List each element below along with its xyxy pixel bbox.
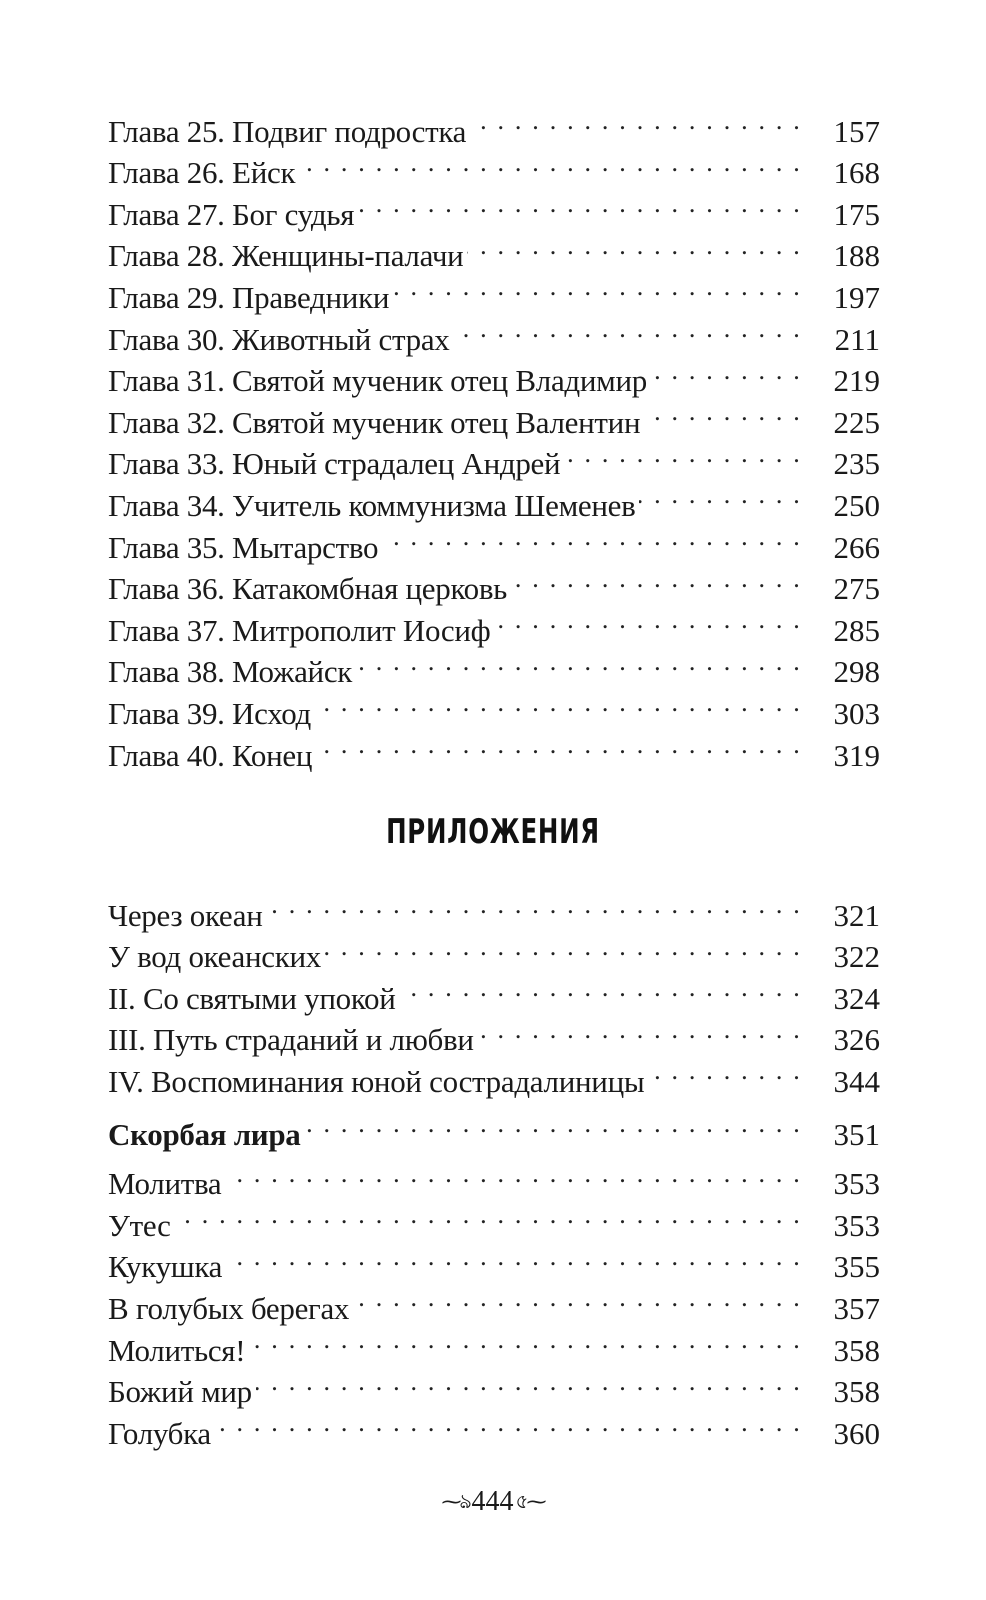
toc-entry-page: 250	[833, 487, 880, 523]
dot-leader	[393, 266, 802, 308]
toc-entry-title: Глава 28. Женщины-палачи	[108, 238, 464, 274]
dot-leader	[400, 967, 802, 1009]
toc-entry-page: 358	[833, 1374, 880, 1410]
page-footer	[0, 1486, 986, 1520]
toc-entry-page: 322	[833, 939, 880, 975]
dot-leader	[478, 1009, 802, 1051]
toc-entry-title: Глава 29. Праведники	[108, 279, 390, 315]
toc-entry-page: 357	[833, 1290, 880, 1326]
toc-entry-section[interactable]	[108, 1103, 884, 1152]
dot-leader	[494, 599, 802, 641]
toc-entry-title: Голубка	[108, 1415, 211, 1451]
dot-leader	[226, 1236, 802, 1278]
toc-entry-page: 275	[833, 571, 880, 607]
toc-entry-title: У вод океанских	[108, 939, 321, 975]
dot-leader	[564, 433, 802, 475]
dot-leader	[358, 183, 802, 225]
dot-leader	[639, 474, 802, 516]
dot-leader	[353, 1277, 802, 1319]
toc-entry-page: 298	[833, 654, 880, 690]
toc-entry-page: 225	[833, 404, 880, 440]
dot-leader	[470, 100, 802, 142]
toc-entry-page: 319	[833, 737, 880, 773]
ornament-right-icon: ৫⁓	[515, 1491, 545, 1514]
dot-leader	[315, 682, 802, 724]
dot-leader	[454, 308, 803, 350]
toc-entry-title: Глава 32. Святой мученик отец Валентин	[108, 404, 641, 440]
toc-entry-page: 168	[833, 155, 880, 191]
toc-entry-page: 235	[833, 446, 880, 482]
toc-entry-title: Утес	[108, 1207, 171, 1243]
toc-entry[interactable]	[108, 1277, 884, 1326]
toc-entry-page: 324	[833, 980, 880, 1016]
dot-leader	[651, 350, 802, 392]
toc-entry-title: Глава 30. Животный страх	[108, 321, 450, 357]
toc-entry-title: Глава 37. Митрополит Иосиф	[108, 612, 491, 648]
dot-leader	[356, 641, 802, 683]
dot-leader	[382, 516, 802, 558]
toc-entry-page: 285	[833, 612, 880, 648]
dot-leader	[175, 1194, 802, 1236]
toc-entry-page: 353	[833, 1207, 880, 1243]
toc-entry-title: Божий мир	[108, 1374, 252, 1410]
toc-entry-title: Глава 35. Мытарство	[108, 529, 379, 565]
dot-leader	[256, 1361, 802, 1403]
ornament-left-icon: ⁓ঌ	[441, 1491, 470, 1514]
toc-entry[interactable]	[108, 1236, 884, 1285]
toc-appendix	[108, 884, 884, 1099]
toc-lyre	[108, 1103, 884, 1451]
toc-entry-title: Глава 34. Учитель коммунизма Шеменев	[108, 487, 636, 523]
toc-entry-title: Глава 27. Бог судья	[108, 196, 355, 232]
toc-entry-title: Глава 33. Юный страдалец Андрей	[108, 446, 561, 482]
toc-entry-page: 303	[833, 695, 880, 731]
toc-section-title: Скорбая лира	[108, 1116, 301, 1152]
toc-entry-page: 175	[833, 196, 880, 232]
toc-entry[interactable]	[108, 1153, 884, 1202]
section-heading-appendix: ПРИЛОЖЕНИЯ	[386, 812, 600, 852]
dot-leader	[644, 391, 802, 433]
toc-entry-title: Глава 25. Подвиг подростка	[108, 113, 467, 149]
toc-entry-title: Глава 38. Можайск	[108, 654, 353, 690]
dot-leader	[249, 1319, 802, 1361]
toc-entry-title: Глава 31. Святой мученик отец Владимир	[108, 363, 647, 399]
dot-leader	[267, 884, 802, 926]
page-number: 444	[471, 1486, 514, 1517]
toc-entry[interactable]	[108, 1194, 884, 1243]
toc-entry-page: 326	[833, 1022, 880, 1058]
toc-entry-title: Глава 39. Исход	[108, 695, 311, 731]
toc-entry-title: II. Со святыми упокой	[108, 980, 396, 1016]
toc-entry-page: 157	[833, 113, 880, 149]
dot-leader	[299, 142, 802, 184]
dot-leader	[648, 1050, 802, 1092]
dot-leader	[225, 1153, 802, 1195]
dot-leader	[215, 1402, 802, 1444]
toc-entry-page: 358	[833, 1332, 880, 1368]
toc-entry-title: Через океан	[108, 897, 263, 933]
toc-entry-title: Молитва	[108, 1166, 222, 1202]
toc-entry-title: В голубых берегах	[108, 1290, 350, 1326]
toc-entry[interactable]	[108, 100, 884, 149]
toc-entry-title: IV. Воспоминания юной сострадалиницы	[108, 1063, 645, 1099]
toc-entry-page: 266	[833, 529, 880, 565]
toc-entry-page: 188	[833, 238, 880, 274]
toc-entry-title: Молиться!	[108, 1332, 246, 1368]
toc-entry-page: 197	[833, 279, 880, 315]
toc-entry-title: Кукушка	[108, 1249, 223, 1285]
toc-entry-title: Глава 36. Катакомбная церковь	[108, 571, 508, 607]
toc-entry-title: Глава 26. Ейск	[108, 155, 296, 191]
dot-leader	[325, 926, 802, 968]
dot-leader	[305, 1103, 803, 1145]
toc-entry-page: 344	[833, 1063, 880, 1099]
toc-entry-title: Глава 40. Конец	[108, 737, 313, 773]
toc-entry-page: 351	[833, 1116, 880, 1152]
toc-entry-page: 211	[834, 321, 880, 357]
toc-entry-title: III. Путь страданий и любви	[108, 1022, 474, 1058]
toc-entry-page: 353	[833, 1166, 880, 1202]
toc-entry-page: 360	[833, 1415, 880, 1451]
toc-entry[interactable]	[108, 884, 884, 933]
toc-entry-page: 355	[833, 1249, 880, 1285]
dot-leader	[511, 558, 802, 600]
toc-entry-page: 219	[833, 363, 880, 399]
dot-leader	[467, 225, 802, 267]
toc-entry-page: 321	[833, 897, 880, 933]
toc-chapters	[108, 100, 884, 773]
dot-leader	[316, 724, 802, 766]
toc-entry[interactable]	[108, 1402, 884, 1451]
